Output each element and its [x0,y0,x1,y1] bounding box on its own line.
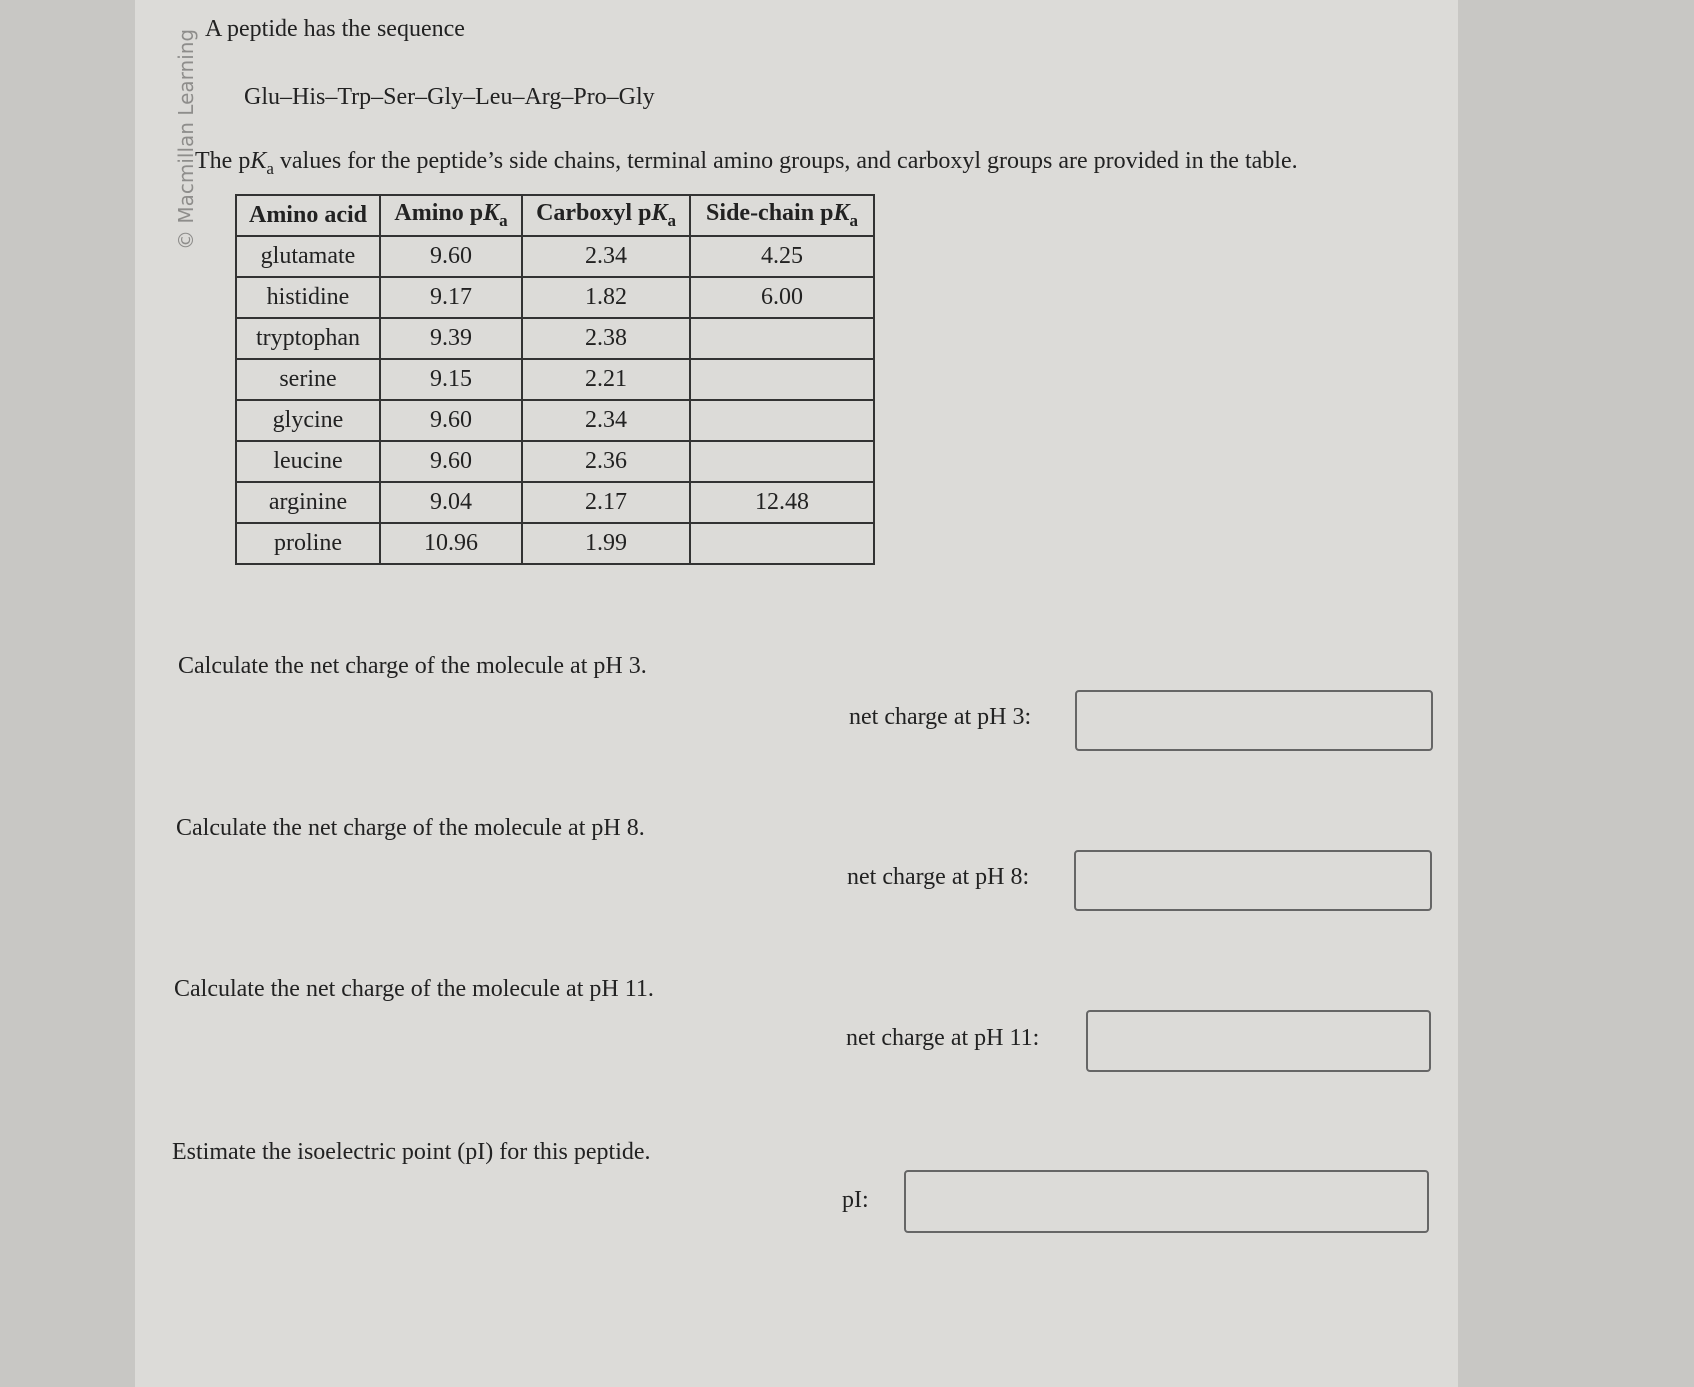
column-header [690,195,874,236]
text: Carboxyl p [536,200,652,227]
table-cell: arginine [236,482,380,523]
table-cell [690,359,874,400]
table-header [236,195,874,236]
isoelectric-point-input[interactable] [904,1170,1429,1233]
table-cell [690,441,874,482]
peptide-sequence: Glu–His–Trp–Ser–Gly–Leu–Arg–Pro–Gly [244,84,655,110]
table-cell: 2.34 [522,236,690,277]
text: Side-chain p [706,200,834,227]
text: K [651,200,668,227]
question-pi: Estimate the isoelectric point (pI) for this peptide. [172,1139,651,1165]
text: a [667,210,676,230]
table-row [236,318,874,359]
table-cell: 4.25 [690,236,874,277]
table-row [236,482,874,523]
table-cell: 10.96 [380,523,522,564]
table-cell: 9.60 [380,400,522,441]
table-cell: tryptophan [236,318,380,359]
text: The p [195,148,251,174]
table-cell: 12.48 [690,482,874,523]
table-cell: 2.21 [522,359,690,400]
text: K [250,148,267,174]
table-cell: proline [236,523,380,564]
table-cell: 9.60 [380,236,522,277]
table-cell: 2.34 [522,400,690,441]
table-row [236,359,874,400]
table-cell: leucine [236,441,380,482]
column-header [380,195,522,236]
label-ph11: net charge at pH 11: [846,1025,1040,1051]
table-cell: 9.39 [380,318,522,359]
table-cell: 2.38 [522,318,690,359]
net-charge-ph11-input[interactable] [1086,1010,1431,1072]
pka-description [195,148,1298,179]
table-cell: glutamate [236,236,380,277]
label-ph3: net charge at pH 3: [849,704,1032,730]
table-cell [690,523,874,564]
table-cell: 2.17 [522,482,690,523]
question-ph11: Calculate the net charge of the molecule at pH 11. [174,976,654,1002]
text: values for the peptide’s side chains, terminal amino groups, and carboxyl groups are provided in the table. [273,148,1298,174]
label-ph8: net charge at pH 8: [847,864,1030,890]
text: Amino p [394,200,484,227]
table-cell [690,400,874,441]
table-cell: 1.82 [522,277,690,318]
table-cell: 9.60 [380,441,522,482]
table-cell: histidine [236,277,380,318]
text: a [849,210,858,230]
column-header [522,195,690,236]
question-ph3: Calculate the net charge of the molecule at pH 3. [178,653,647,679]
table-row [236,236,874,277]
table-body [236,236,874,564]
text: a [266,158,274,178]
copyright-watermark: © Macmillan Learning [174,28,198,250]
table-row [236,523,874,564]
table-cell: 2.36 [522,441,690,482]
table-row [236,277,874,318]
net-charge-ph3-input[interactable] [1075,690,1433,751]
question-ph8: Calculate the net charge of the molecule at pH 8. [176,815,645,841]
table-cell: 1.99 [522,523,690,564]
intro-text: A peptide has the sequence [205,16,465,42]
table-cell: 9.15 [380,359,522,400]
pka-table [235,194,875,565]
table-cell: 6.00 [690,277,874,318]
table-cell: 9.04 [380,482,522,523]
table-cell: 9.17 [380,277,522,318]
net-charge-ph8-input[interactable] [1074,850,1432,911]
table-cell: glycine [236,400,380,441]
column-header [236,195,380,236]
table-row [236,441,874,482]
text: K [833,200,850,227]
label-pi: pI: [842,1187,869,1213]
table-cell: serine [236,359,380,400]
text: Amino acid [248,202,367,228]
table-cell [690,318,874,359]
text: a [499,210,508,230]
text: K [483,200,500,227]
table-row [236,400,874,441]
